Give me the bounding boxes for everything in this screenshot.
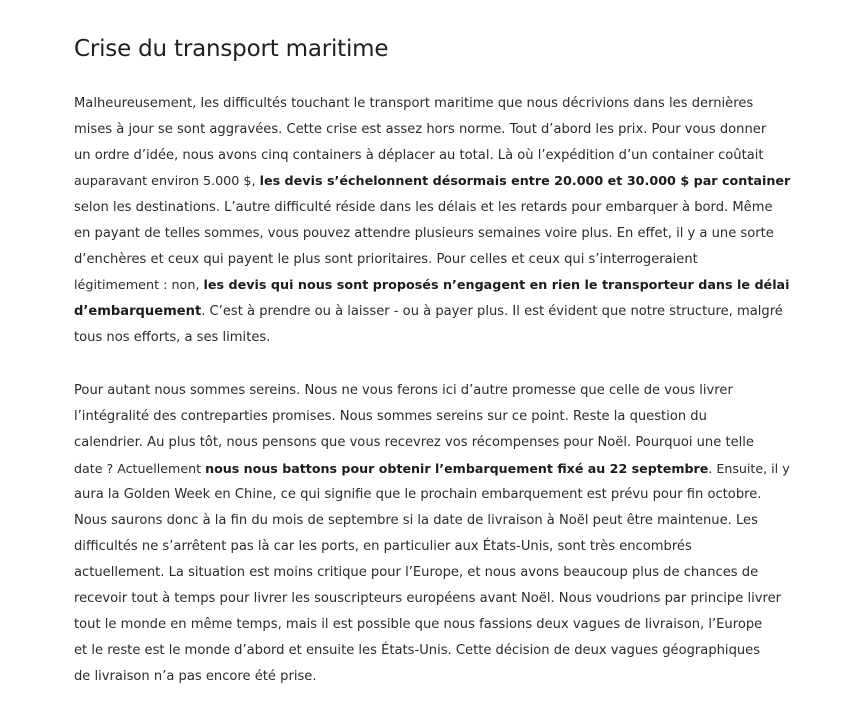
text-line: et le reste est le monde d’abord et ensuite les États-Unis. Cette décision de deux vagues géographiques xyxy=(74,643,761,658)
text-line: calendrier. Au plus tôt, nous pensons que vous recevrez vos récompenses pour Noël. Pourquoi une telle xyxy=(74,435,754,450)
paragraph-2 xyxy=(74,378,790,690)
text-line: Nous saurons donc à la fin du mois de septembre si la date de livraison à Noël peut être maintenue. Les xyxy=(74,513,758,528)
paragraph-1 xyxy=(74,91,790,351)
text-line: d’embarquement. C’est à prendre ou à laisser - ou à payer plus. Il est évident que notre structure, malgré xyxy=(74,304,783,319)
bold-text: d’embarquement xyxy=(74,304,202,319)
text-line: auparavant environ 5.000 $, les devis s’échelonnent désormais entre 20.000 et 30.000 $ par container xyxy=(74,174,791,189)
text-line: aura la Golden Week en Chine, ce qui signifie que le prochain embarquement est prévu pour fin octobre. xyxy=(74,487,762,502)
bold-text: les devis s’échelonnent désormais entre 20.000 et 30.000 $ par container xyxy=(259,174,791,189)
text-line: d’enchères et ceux qui payent le plus sont prioritaires. Pour celles et ceux qui s’interrogeraient xyxy=(74,252,698,267)
text-line: tout le monde en même temps, mais il est possible que nous fassions deux vagues de livraison, l’Europe xyxy=(74,617,763,632)
text-line: selon les destinations. L’autre difficulté réside dans les délais et les retards pour embarquer à bord. Même xyxy=(74,200,773,215)
bold-text: nous nous battons pour obtenir l’embarquement fixé au 22 septembre xyxy=(205,461,709,476)
text-line: Pour autant nous sommes sereins. Nous ne vous ferons ici d’autre promesse que celle de vous livrer xyxy=(74,383,733,398)
text-line: date ? Actuellement nous nous battons pour obtenir l’embarquement fixé au 22 septembre. Ensuite, il y xyxy=(74,461,790,476)
text-line: l’intégralité des contreparties promises. Nous sommes sereins sur ce point. Reste la question du xyxy=(74,409,707,424)
text-line: légitimement : non, les devis qui nous sont proposés n’engagent en rien le transporteur dans le délai xyxy=(74,278,790,293)
text-line: actuellement. La situation est moins critique pour l’Europe, et nous avons beaucoup plus de chances de xyxy=(74,565,759,580)
article-title: Crise du transport maritime xyxy=(74,36,389,62)
text-line: recevoir tout à temps pour livrer les souscripteurs européens avant Noël. Nous voudrions par principe livrer xyxy=(74,591,782,606)
text-line: Malheureusement, les difficultés touchant le transport maritime que nous décrivions dans les dernières xyxy=(74,96,754,111)
text-line: difficultés ne s’arrêtent pas là car les ports, en particulier aux États-Unis, sont très encombrés xyxy=(74,539,692,554)
text-line: un ordre d’idée, nous avons cinq containers à déplacer au total. Là où l’expédition d’un container coûtait xyxy=(74,148,764,163)
text-line: mises à jour se sont aggravées. Cette crise est assez hors norme. Tout d’abord les prix. Pour vous donner xyxy=(74,122,767,137)
text-line: de livraison n’a pas encore été prise. xyxy=(74,669,317,684)
text-line: en payant de telles sommes, vous pouvez attendre plusieurs semaines voire plus. En effet, il y a une sorte xyxy=(74,226,774,241)
text-line: tous nos efforts, a ses limites. xyxy=(74,330,271,345)
bold-text: les devis qui nous sont proposés n’engagent en rien le transporteur dans le délai xyxy=(203,278,790,293)
